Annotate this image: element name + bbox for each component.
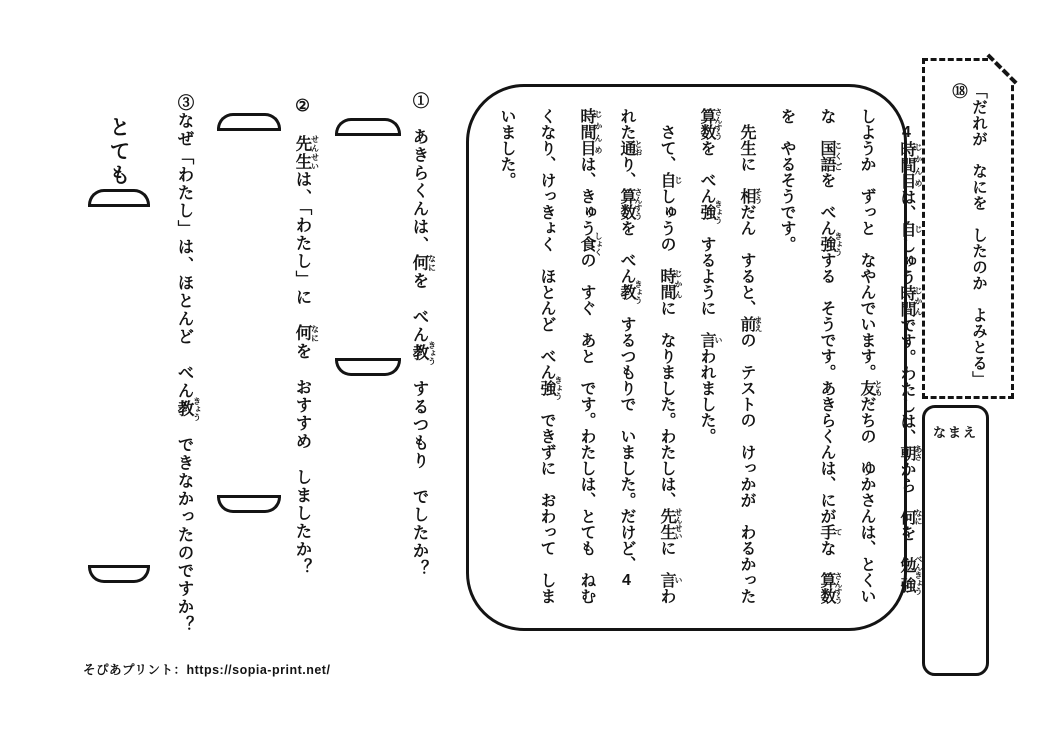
- question-3: ③なぜ「わたし」は、ほとんど べん教 きょう できなかったのですか？: [175, 94, 202, 634]
- title-box: [922, 58, 1014, 399]
- passage-paragraph-3: さて、自 じしゅうの 時間 じかんに なりました。わたしは、先生 せんせいに 言 いわれた通 とおり、算数 さんすうを べん教 きょう するつもりで いました。だけど、4時間目 じかんめは、きゅう食 しょくの すぐ あと です。わたしは、とても ねむくなり、けっきょく ほとんど べん強 きょう できずに おわって しまいました。: [498, 108, 683, 604]
- bracket-bottom: [88, 565, 150, 583]
- passage-box: [466, 84, 923, 631]
- bracket-top: [217, 113, 281, 131]
- bracket-bottom: [217, 495, 281, 513]
- passage-paragraph-2: 先生に 相 そうだん すると、前 まえの テストの けっかが わるかった算数 さんすうを べん強 きょう するように 言 いわれました。: [698, 108, 763, 604]
- answer-prefill-text: とても: [107, 116, 130, 188]
- fold-line: [986, 53, 1017, 84]
- bracket-top: [335, 118, 401, 136]
- name-label: なまえ: [932, 425, 978, 440]
- answer-blank-2[interactable]: [217, 113, 281, 513]
- answer-blank-1[interactable]: [335, 118, 401, 376]
- bracket-top: [88, 189, 150, 207]
- worksheet-title: 「だれが なにを したのか よみとる」⑱: [950, 83, 987, 387]
- question-1: ① あきらくんは、何 なにを べん教 きょう するつもり でしたか？: [410, 92, 437, 578]
- name-field[interactable]: [922, 405, 989, 676]
- answer-blank-3[interactable]: [88, 189, 150, 583]
- passage-paragraph-1: 4時間目 じかんめは、自 じしゅう時間 じかんです。わたしは、朝 あさから 何 なにを 勉強 べんきょうしようか ずっと なやんでいます。友 ともだちの ゆかさんは、とくいな 国語 こくごを べん強 きょうする そうです。あきらくんは、にが手 てな 算数 さんすうを やるそうです。: [778, 108, 923, 604]
- folded-corner-icon: [988, 57, 1015, 84]
- passage-text: [486, 108, 926, 607]
- footer-credit: そぴあプリント：https://sopia-print.net/: [83, 663, 331, 677]
- question-2: ② 先生 せんせいは、「わたし」に 何 なにを おすすめ しましたか？: [293, 96, 320, 577]
- bracket-bottom: [335, 358, 401, 376]
